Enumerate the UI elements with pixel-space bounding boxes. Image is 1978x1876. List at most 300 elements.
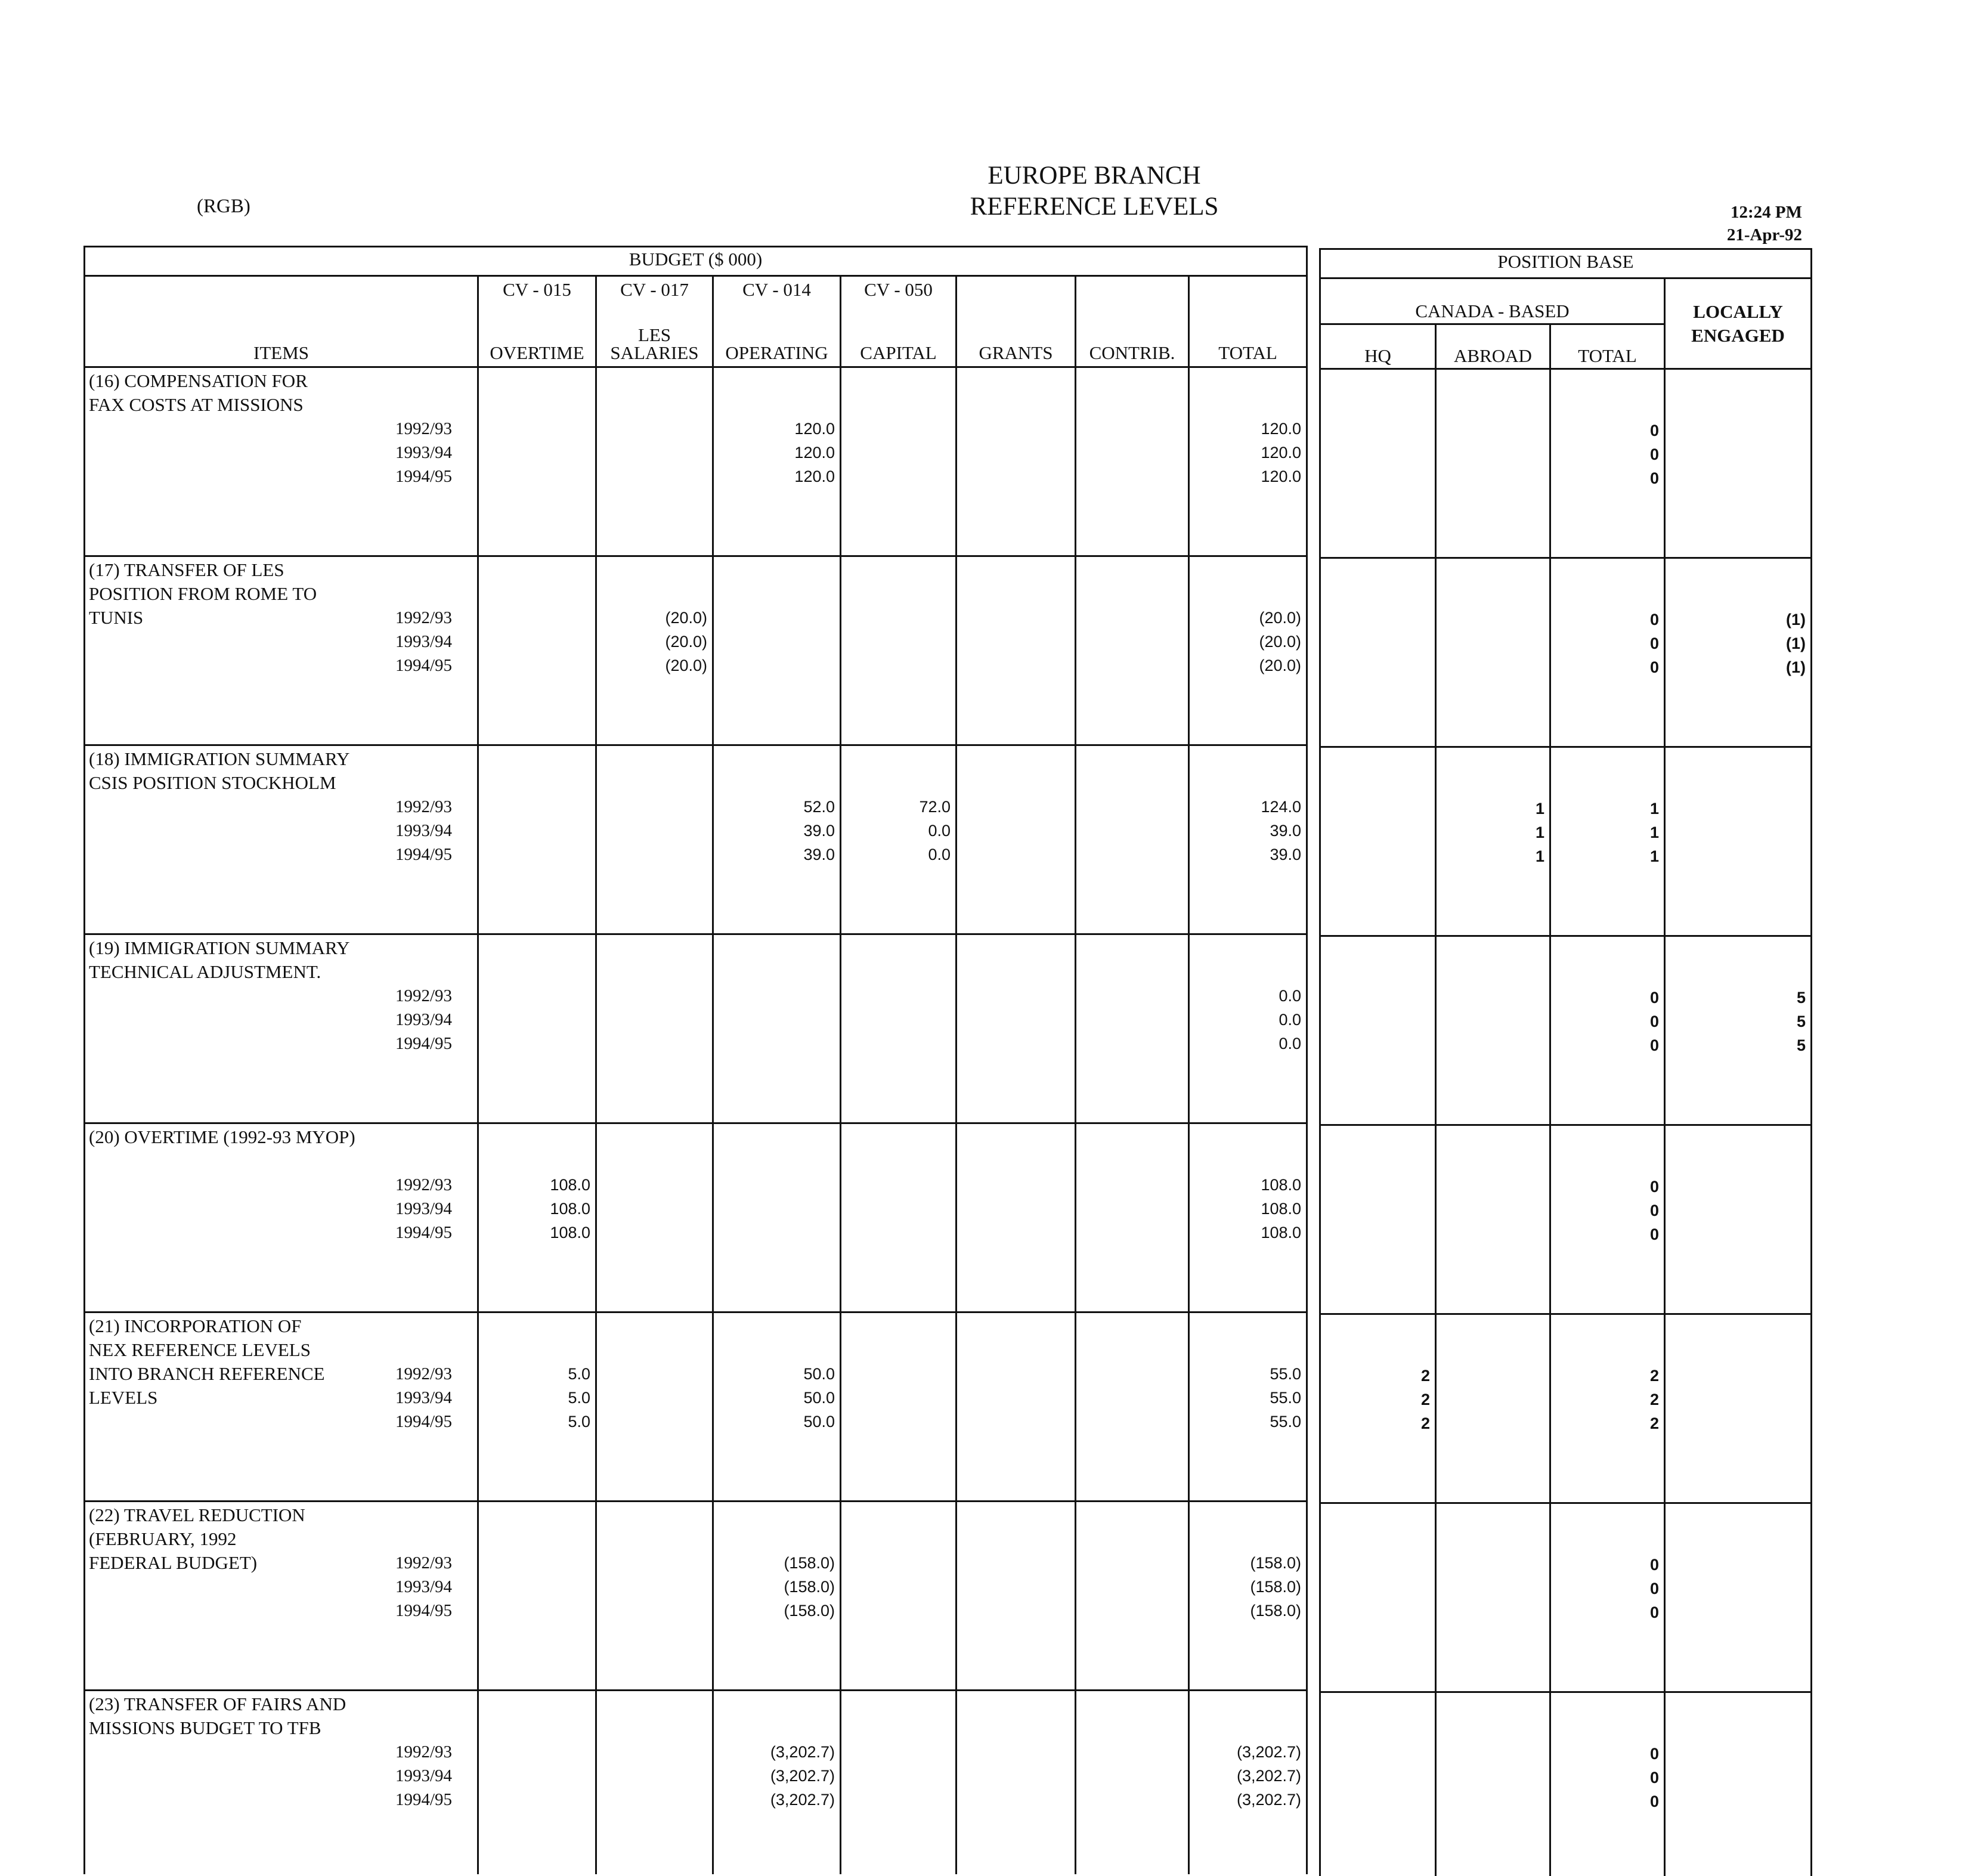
amount bbox=[597, 984, 707, 1008]
item-row bbox=[85, 556, 1307, 745]
amount: 55.0 bbox=[1190, 1410, 1301, 1434]
budget-cell-grants bbox=[957, 556, 1076, 745]
amount: (20.0) bbox=[597, 654, 707, 677]
count bbox=[1321, 1601, 1430, 1624]
item-row bbox=[85, 367, 1307, 556]
locally-engaged-label: LOCALLY ENGAGED bbox=[1691, 301, 1785, 346]
amount bbox=[714, 630, 835, 654]
count bbox=[1437, 1601, 1544, 1624]
amount bbox=[479, 984, 590, 1008]
count bbox=[1666, 821, 1806, 844]
item-title: (18) IMMIGRATION SUMMARY CSIS POSITION STOCKHOLM bbox=[89, 747, 349, 795]
budget-cell-capital bbox=[841, 1123, 957, 1312]
amount: 0.0 bbox=[1190, 1008, 1301, 1032]
count: 5 bbox=[1666, 986, 1806, 1010]
amount: 120.0 bbox=[1190, 441, 1301, 465]
amount bbox=[1076, 1575, 1183, 1599]
amount bbox=[841, 630, 951, 654]
fiscal-year: 1993/94 bbox=[395, 1764, 452, 1788]
item-cell bbox=[85, 745, 478, 934]
amount: 108.0 bbox=[1190, 1173, 1301, 1197]
fiscal-year: 1994/95 bbox=[395, 465, 452, 488]
amount bbox=[1076, 606, 1183, 630]
count: 1 bbox=[1437, 844, 1544, 868]
amount bbox=[714, 1173, 835, 1197]
fiscal-year: 1992/93 bbox=[395, 1740, 452, 1764]
amount bbox=[714, 1221, 835, 1245]
amount bbox=[957, 1197, 1070, 1221]
hq-header bbox=[1320, 324, 1436, 369]
amount bbox=[957, 1788, 1070, 1812]
position-row bbox=[1320, 1692, 1812, 1876]
hq-label: HQ bbox=[1364, 345, 1391, 366]
amount bbox=[597, 1173, 707, 1197]
position-cell-pos_total bbox=[1550, 936, 1665, 1125]
count bbox=[1437, 1175, 1544, 1199]
amount bbox=[957, 1008, 1070, 1032]
amount bbox=[957, 441, 1070, 465]
position-cell-locally bbox=[1665, 1503, 1812, 1692]
amount bbox=[957, 1410, 1070, 1434]
fiscal-year: 1992/93 bbox=[395, 417, 452, 441]
amount bbox=[957, 1362, 1070, 1386]
position-cell-pos_total bbox=[1550, 1314, 1665, 1503]
amount bbox=[1076, 465, 1183, 488]
amount bbox=[841, 1008, 951, 1032]
amount: (158.0) bbox=[1190, 1599, 1301, 1623]
amount bbox=[1076, 1362, 1183, 1386]
count bbox=[1321, 1222, 1430, 1246]
amount bbox=[841, 1599, 951, 1623]
amount: 50.0 bbox=[714, 1362, 835, 1386]
count bbox=[1666, 1388, 1806, 1411]
amount bbox=[479, 819, 590, 843]
count bbox=[1437, 419, 1544, 442]
amount bbox=[479, 1008, 590, 1032]
amount: 50.0 bbox=[714, 1410, 835, 1434]
count bbox=[1321, 419, 1430, 442]
budget-cell-contrib bbox=[1076, 745, 1189, 934]
amount bbox=[479, 1740, 590, 1764]
budget-column-header bbox=[478, 276, 596, 367]
fiscal-year: 1994/95 bbox=[395, 654, 452, 677]
count bbox=[1666, 797, 1806, 821]
amount bbox=[841, 1575, 951, 1599]
amount bbox=[841, 1410, 951, 1434]
items-column-header bbox=[85, 276, 478, 367]
item-cell bbox=[85, 1123, 478, 1312]
position-cell-hq bbox=[1320, 936, 1436, 1125]
amount: 55.0 bbox=[1190, 1386, 1301, 1410]
budget-cell-overtime bbox=[478, 934, 596, 1123]
amount bbox=[1076, 819, 1183, 843]
count bbox=[1666, 1790, 1806, 1813]
count bbox=[1666, 1199, 1806, 1222]
budget-cell-operating bbox=[713, 934, 841, 1123]
position-cell-hq bbox=[1320, 369, 1436, 558]
count bbox=[1437, 442, 1544, 466]
fiscal-year: 1993/94 bbox=[395, 1008, 452, 1032]
position-cell-locally bbox=[1665, 936, 1812, 1125]
amount bbox=[841, 441, 951, 465]
amount bbox=[714, 1197, 835, 1221]
budget-cell-overtime bbox=[478, 1691, 596, 1875]
count bbox=[1321, 1553, 1430, 1577]
count bbox=[1437, 466, 1544, 490]
count bbox=[1666, 1577, 1806, 1601]
amount bbox=[597, 1575, 707, 1599]
canada-based-header bbox=[1320, 278, 1665, 324]
position-caption bbox=[1320, 249, 1812, 278]
count: 1 bbox=[1437, 797, 1544, 821]
position-cell-abroad bbox=[1436, 369, 1550, 558]
fiscal-year: 1992/93 bbox=[395, 1173, 452, 1197]
fiscal-years bbox=[395, 795, 452, 866]
abroad-header bbox=[1436, 324, 1550, 369]
count: 1 bbox=[1551, 797, 1659, 821]
count bbox=[1321, 442, 1430, 466]
amount: 108.0 bbox=[479, 1173, 590, 1197]
budget-cell-total bbox=[1189, 1691, 1307, 1875]
amount bbox=[1076, 1008, 1183, 1032]
amount: 5.0 bbox=[479, 1410, 590, 1434]
amount: 0.0 bbox=[1190, 984, 1301, 1008]
amount: (3,202.7) bbox=[714, 1740, 835, 1764]
position-cell-pos_total bbox=[1550, 747, 1665, 936]
position-cell-abroad bbox=[1436, 936, 1550, 1125]
amount bbox=[841, 465, 951, 488]
position-cell-abroad bbox=[1436, 747, 1550, 936]
amount bbox=[957, 465, 1070, 488]
budget-cell-les bbox=[596, 745, 713, 934]
amount bbox=[1076, 1221, 1183, 1245]
count bbox=[1321, 986, 1430, 1010]
amount bbox=[957, 795, 1070, 819]
count bbox=[1437, 1199, 1544, 1222]
column-name: OVERTIME bbox=[479, 341, 595, 365]
column-name: SALARIES bbox=[597, 341, 712, 365]
budget-cell-capital bbox=[841, 934, 957, 1123]
count: 0 bbox=[1551, 1010, 1659, 1033]
amount: (3,202.7) bbox=[1190, 1788, 1301, 1812]
count: 0 bbox=[1551, 1601, 1659, 1624]
budget-column-header bbox=[713, 276, 841, 367]
position-cell-locally bbox=[1665, 1125, 1812, 1314]
position-row bbox=[1320, 1503, 1812, 1692]
amount: 120.0 bbox=[714, 441, 835, 465]
amount bbox=[479, 1599, 590, 1623]
count bbox=[1321, 797, 1430, 821]
budget-cell-operating bbox=[713, 745, 841, 934]
budget-cell-les bbox=[596, 367, 713, 556]
budget-cell-operating bbox=[713, 1312, 841, 1502]
count bbox=[1437, 1577, 1544, 1601]
amount: (3,202.7) bbox=[714, 1788, 835, 1812]
item-row bbox=[85, 1312, 1307, 1502]
count bbox=[1666, 442, 1806, 466]
budget-cell-contrib bbox=[1076, 1312, 1189, 1502]
amount bbox=[597, 1386, 707, 1410]
budget-cell-les bbox=[596, 934, 713, 1123]
count bbox=[1321, 1010, 1430, 1033]
budget-cell-total bbox=[1189, 556, 1307, 745]
count bbox=[1321, 1766, 1430, 1790]
item-title: (23) TRANSFER OF FAIRS AND MISSIONS BUDGET TO TFB bbox=[89, 1692, 346, 1740]
item-row bbox=[85, 1691, 1307, 1875]
amount: (158.0) bbox=[714, 1599, 835, 1623]
amount bbox=[1076, 417, 1183, 441]
count bbox=[1666, 1364, 1806, 1388]
count: 0 bbox=[1551, 1790, 1659, 1813]
item-title: (21) INCORPORATION OF NEX REFERENCE LEVELS INTO BRANCH REFERENCE LEVELS bbox=[89, 1314, 325, 1410]
budget-cell-les bbox=[596, 556, 713, 745]
amount bbox=[597, 1410, 707, 1434]
amount: (20.0) bbox=[1190, 606, 1301, 630]
count bbox=[1666, 1175, 1806, 1199]
position-total-label: TOTAL bbox=[1578, 345, 1637, 366]
count bbox=[1321, 466, 1430, 490]
count bbox=[1666, 844, 1806, 868]
count bbox=[1666, 1411, 1806, 1435]
amount bbox=[841, 1764, 951, 1788]
count bbox=[1437, 1222, 1544, 1246]
abroad-label: ABROAD bbox=[1454, 345, 1532, 366]
position-cell-pos_total bbox=[1550, 1125, 1665, 1314]
amount bbox=[1076, 1788, 1183, 1812]
amount bbox=[957, 630, 1070, 654]
amount bbox=[597, 1764, 707, 1788]
position-row bbox=[1320, 747, 1812, 936]
amount bbox=[479, 654, 590, 677]
fiscal-year: 1993/94 bbox=[395, 1197, 452, 1221]
page-subtitle: REFERENCE LEVELS bbox=[826, 192, 1363, 221]
amount bbox=[479, 441, 590, 465]
budget-cell-total bbox=[1189, 1123, 1307, 1312]
amount: 0.0 bbox=[841, 819, 951, 843]
amount bbox=[957, 606, 1070, 630]
amount bbox=[841, 1740, 951, 1764]
amount bbox=[841, 1173, 951, 1197]
position-cell-abroad bbox=[1436, 1314, 1550, 1503]
count bbox=[1321, 1199, 1430, 1222]
fiscal-year: 1993/94 bbox=[395, 1575, 452, 1599]
amount bbox=[841, 417, 951, 441]
amount: (3,202.7) bbox=[714, 1764, 835, 1788]
fiscal-year: 1994/95 bbox=[395, 1599, 452, 1623]
item-row bbox=[85, 1123, 1307, 1312]
budget-cell-grants bbox=[957, 1691, 1076, 1875]
amount bbox=[479, 1032, 590, 1055]
amount bbox=[479, 1575, 590, 1599]
budget-caption bbox=[85, 247, 1307, 276]
amount bbox=[1076, 1410, 1183, 1434]
position-cell-hq bbox=[1320, 1314, 1436, 1503]
amount bbox=[597, 795, 707, 819]
count bbox=[1321, 608, 1430, 631]
fiscal-years bbox=[395, 1740, 452, 1812]
fiscal-years bbox=[395, 1551, 452, 1623]
budget-caption-text: BUDGET ($ 000) bbox=[629, 249, 762, 270]
amount: (158.0) bbox=[714, 1575, 835, 1599]
budget-cell-capital bbox=[841, 1502, 957, 1691]
amount: 55.0 bbox=[1190, 1362, 1301, 1386]
amount: 39.0 bbox=[714, 819, 835, 843]
amount bbox=[479, 795, 590, 819]
fiscal-year: 1993/94 bbox=[395, 441, 452, 465]
fiscal-years bbox=[395, 984, 452, 1055]
count: 0 bbox=[1551, 1033, 1659, 1057]
fiscal-years bbox=[395, 1362, 452, 1434]
amount bbox=[597, 1788, 707, 1812]
item-row bbox=[85, 1502, 1307, 1691]
budget-cell-total bbox=[1189, 1312, 1307, 1502]
position-cell-pos_total bbox=[1550, 1692, 1665, 1876]
budget-cell-operating bbox=[713, 1123, 841, 1312]
budget-cell-overtime bbox=[478, 367, 596, 556]
budget-cell-operating bbox=[713, 1502, 841, 1691]
budget-cell-les bbox=[596, 1312, 713, 1502]
fiscal-year: 1994/95 bbox=[395, 843, 452, 866]
fiscal-year: 1993/94 bbox=[395, 1386, 452, 1410]
amount bbox=[957, 1740, 1070, 1764]
fiscal-year: 1992/93 bbox=[395, 1551, 452, 1575]
amount bbox=[957, 1551, 1070, 1575]
position-cell-pos_total bbox=[1550, 369, 1665, 558]
budget-cell-operating bbox=[713, 556, 841, 745]
position-base-table bbox=[1319, 248, 1812, 1876]
budget-cell-contrib bbox=[1076, 367, 1189, 556]
amount: 72.0 bbox=[841, 795, 951, 819]
amount bbox=[1076, 1386, 1183, 1410]
position-cell-pos_total bbox=[1550, 558, 1665, 747]
amount bbox=[714, 1032, 835, 1055]
count: 2 bbox=[1321, 1411, 1430, 1435]
count: 0 bbox=[1551, 608, 1659, 631]
count: 1 bbox=[1551, 844, 1659, 868]
count bbox=[1666, 1601, 1806, 1624]
budget-cell-overtime bbox=[478, 556, 596, 745]
count bbox=[1666, 1553, 1806, 1577]
budget-cell-contrib bbox=[1076, 934, 1189, 1123]
amount bbox=[841, 1197, 951, 1221]
count: 0 bbox=[1551, 466, 1659, 490]
amount bbox=[1076, 843, 1183, 866]
budget-column-header bbox=[841, 276, 957, 367]
position-cell-locally bbox=[1665, 369, 1812, 558]
count: (1) bbox=[1666, 631, 1806, 655]
column-name: OPERATING bbox=[714, 341, 840, 365]
count: 2 bbox=[1551, 1364, 1659, 1388]
amount bbox=[1076, 984, 1183, 1008]
count: 2 bbox=[1321, 1388, 1430, 1411]
count bbox=[1437, 655, 1544, 679]
position-row bbox=[1320, 558, 1812, 747]
budget-cell-contrib bbox=[1076, 1123, 1189, 1312]
amount: 108.0 bbox=[1190, 1221, 1301, 1245]
count: 0 bbox=[1551, 1742, 1659, 1766]
budget-cell-capital bbox=[841, 745, 957, 934]
position-row bbox=[1320, 1125, 1812, 1314]
amount bbox=[957, 1032, 1070, 1055]
print-date: 21-Apr-92 bbox=[1623, 225, 1802, 245]
fiscal-year: 1992/93 bbox=[395, 795, 452, 819]
position-cell-pos_total bbox=[1550, 1503, 1665, 1692]
position-cell-locally bbox=[1665, 1692, 1812, 1876]
amount bbox=[597, 465, 707, 488]
amount bbox=[597, 417, 707, 441]
count: 0 bbox=[1551, 442, 1659, 466]
amount bbox=[841, 1032, 951, 1055]
count bbox=[1437, 608, 1544, 631]
amount bbox=[841, 1362, 951, 1386]
amount bbox=[957, 1221, 1070, 1245]
item-cell bbox=[85, 1502, 478, 1691]
position-cell-locally bbox=[1665, 1314, 1812, 1503]
position-total-header bbox=[1550, 324, 1665, 369]
item-title: (22) TRAVEL REDUCTION (FEBRUARY, 1992 FEDERAL BUDGET) bbox=[89, 1503, 305, 1575]
amount bbox=[1076, 441, 1183, 465]
amount: (158.0) bbox=[714, 1551, 835, 1575]
position-cell-abroad bbox=[1436, 558, 1550, 747]
count bbox=[1437, 986, 1544, 1010]
locally-engaged-header bbox=[1665, 278, 1812, 369]
position-cell-hq bbox=[1320, 558, 1436, 747]
item-cell bbox=[85, 934, 478, 1123]
count bbox=[1437, 1033, 1544, 1057]
position-cell-locally bbox=[1665, 558, 1812, 747]
amount: 5.0 bbox=[479, 1386, 590, 1410]
amount bbox=[597, 1197, 707, 1221]
amount bbox=[479, 465, 590, 488]
budget-column-header bbox=[1189, 276, 1307, 367]
count: 0 bbox=[1551, 1175, 1659, 1199]
amount bbox=[1076, 795, 1183, 819]
budget-cell-total bbox=[1189, 1502, 1307, 1691]
budget-cell-operating bbox=[713, 1691, 841, 1875]
amount: 120.0 bbox=[1190, 417, 1301, 441]
amount bbox=[841, 984, 951, 1008]
amount bbox=[841, 1221, 951, 1245]
position-row bbox=[1320, 1314, 1812, 1503]
count: 5 bbox=[1666, 1010, 1806, 1033]
budget-table bbox=[83, 246, 1308, 1874]
amount bbox=[1076, 654, 1183, 677]
budget-column-header bbox=[596, 276, 713, 367]
amount bbox=[841, 1386, 951, 1410]
amount bbox=[957, 1575, 1070, 1599]
amount bbox=[597, 1032, 707, 1055]
count bbox=[1437, 1790, 1544, 1813]
budget-cell-operating bbox=[713, 367, 841, 556]
amount: 120.0 bbox=[1190, 465, 1301, 488]
amount: 120.0 bbox=[714, 465, 835, 488]
amount bbox=[1076, 1551, 1183, 1575]
count bbox=[1437, 1742, 1544, 1766]
budget-cell-capital bbox=[841, 556, 957, 745]
amount bbox=[1076, 1032, 1183, 1055]
amount: 39.0 bbox=[1190, 843, 1301, 866]
amount: (3,202.7) bbox=[1190, 1764, 1301, 1788]
budget-cell-grants bbox=[957, 1312, 1076, 1502]
amount: (158.0) bbox=[1190, 1551, 1301, 1575]
budget-column-header bbox=[957, 276, 1076, 367]
amount bbox=[714, 984, 835, 1008]
position-cell-hq bbox=[1320, 747, 1436, 936]
amount bbox=[1076, 1599, 1183, 1623]
fiscal-year: 1992/93 bbox=[395, 1362, 452, 1386]
fiscal-year: 1992/93 bbox=[395, 984, 452, 1008]
amount bbox=[479, 1551, 590, 1575]
